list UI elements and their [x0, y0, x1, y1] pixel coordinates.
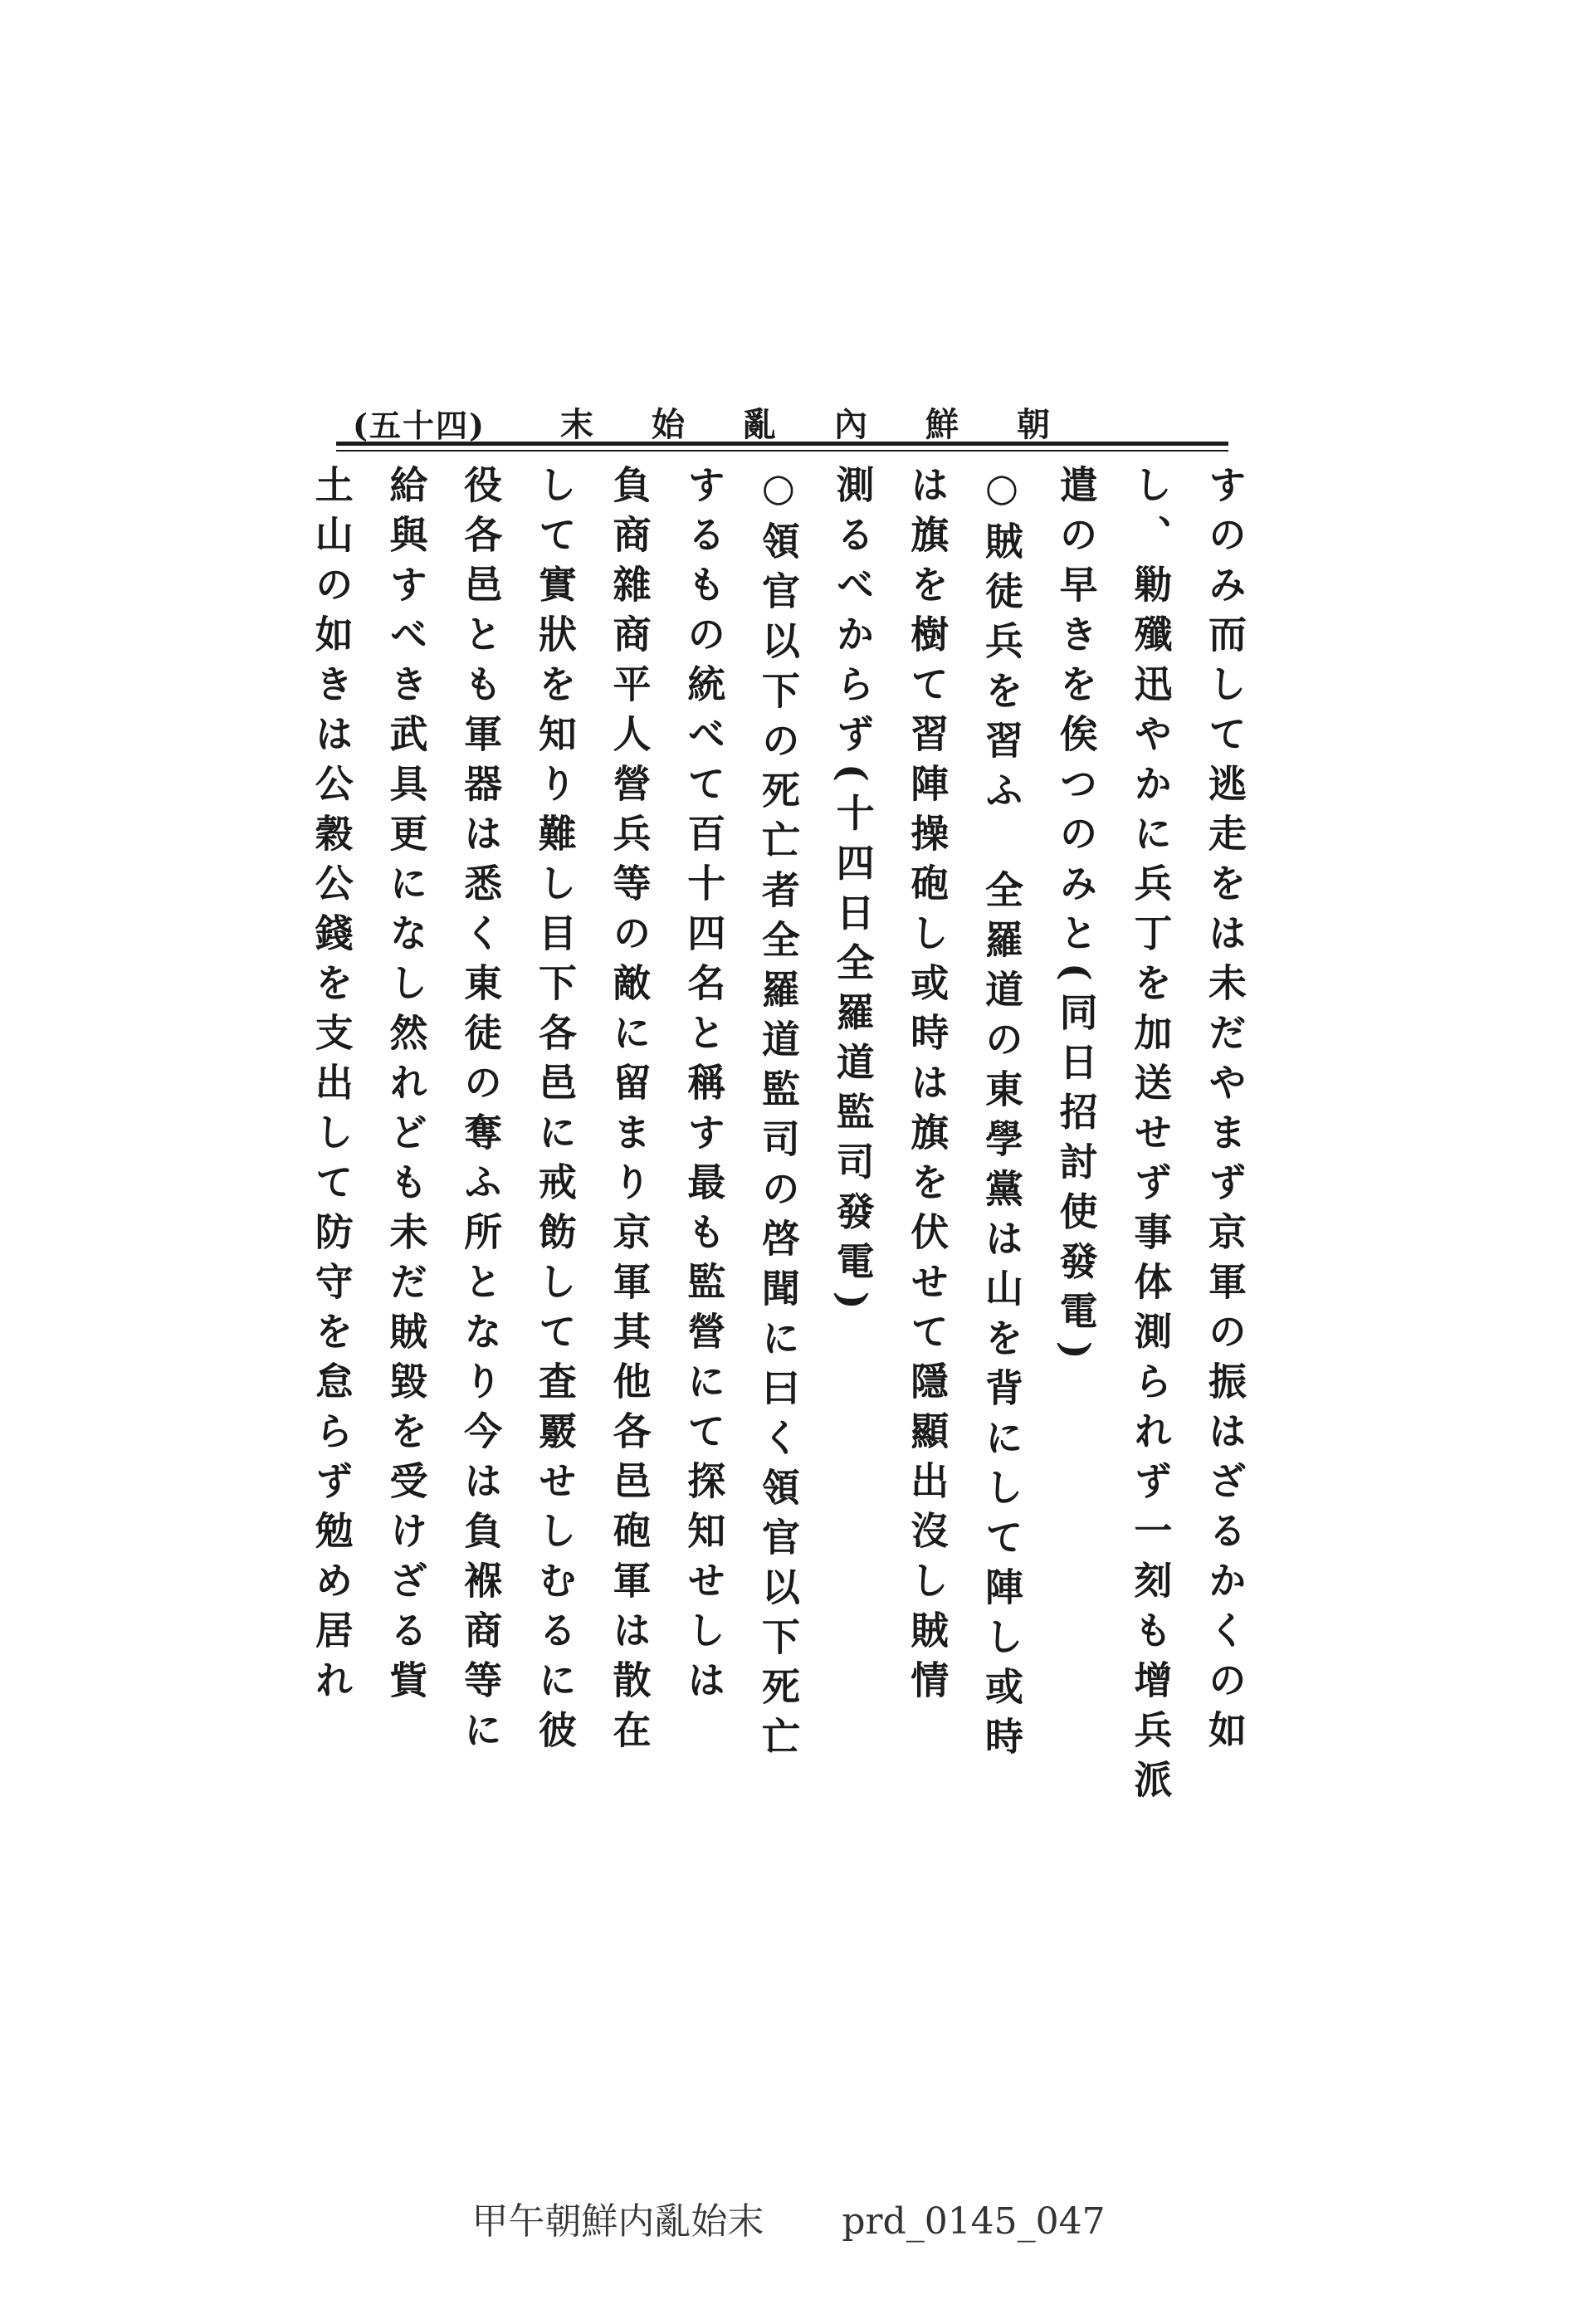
footer-identifier: prd_0145_047: [842, 2200, 1106, 2243]
page-footer: [0, 2191, 1577, 2244]
header-rule-thin: [336, 450, 1228, 452]
header-rule: [336, 442, 1228, 446]
text-line: すのみ而して逃走をは未だやまず京軍の振はざるかくの如: [1203, 465, 1247, 1760]
text-line: ○領官以下の死亡者全羅道監司の啓聞に曰く領官以下死亡: [755, 465, 801, 1766]
text-line: 役各邑とも軍器は悉く東徒の奪ふ所となり今は負褓商等に: [458, 465, 504, 1760]
text-line: して實狀を知り難し目下各邑に戒飭して査覈せしむるに彼: [532, 465, 578, 1760]
running-title: 朝鮮內亂始末: [560, 405, 1108, 444]
page-number: (五十四): [353, 407, 486, 444]
text-line: し、勦殲迅やかに兵丁を加送せず事体測られず一刻も增兵派: [1128, 465, 1174, 1809]
footer-title: 甲午朝鮮内亂始末: [471, 2200, 764, 2243]
text-line: するもの統べて百十四名と稱す最も監營にて探知せしは: [681, 465, 727, 1710]
text-line: 土山の如きは公穀公錢を支出して防守を怠らず勉め居れ: [309, 465, 354, 1710]
text-line: 遣の早きを俟つのみと(同日招討使發電): [1053, 465, 1099, 1371]
text-line: は旗を樹て習陣操砲し或時は旗を伏せて隱顯出沒し賊情: [905, 465, 950, 1710]
text-line: ○賊徒兵を習ふ 全羅道の東學黨は山を背にして陣し或時: [979, 465, 1024, 1766]
text-line: 給與すべき武具更になし然れども未だ賊毀を受けざる貲: [383, 465, 429, 1710]
text-line: 測るべからず(十四日全羅道監司發電): [830, 465, 876, 1321]
vertical-text-body: [307, 465, 1262, 1959]
running-head: [336, 390, 1228, 448]
text-line: 負商雜商平人營兵等の敵に留まり京軍其他各邑砲軍は散在: [607, 465, 652, 1760]
